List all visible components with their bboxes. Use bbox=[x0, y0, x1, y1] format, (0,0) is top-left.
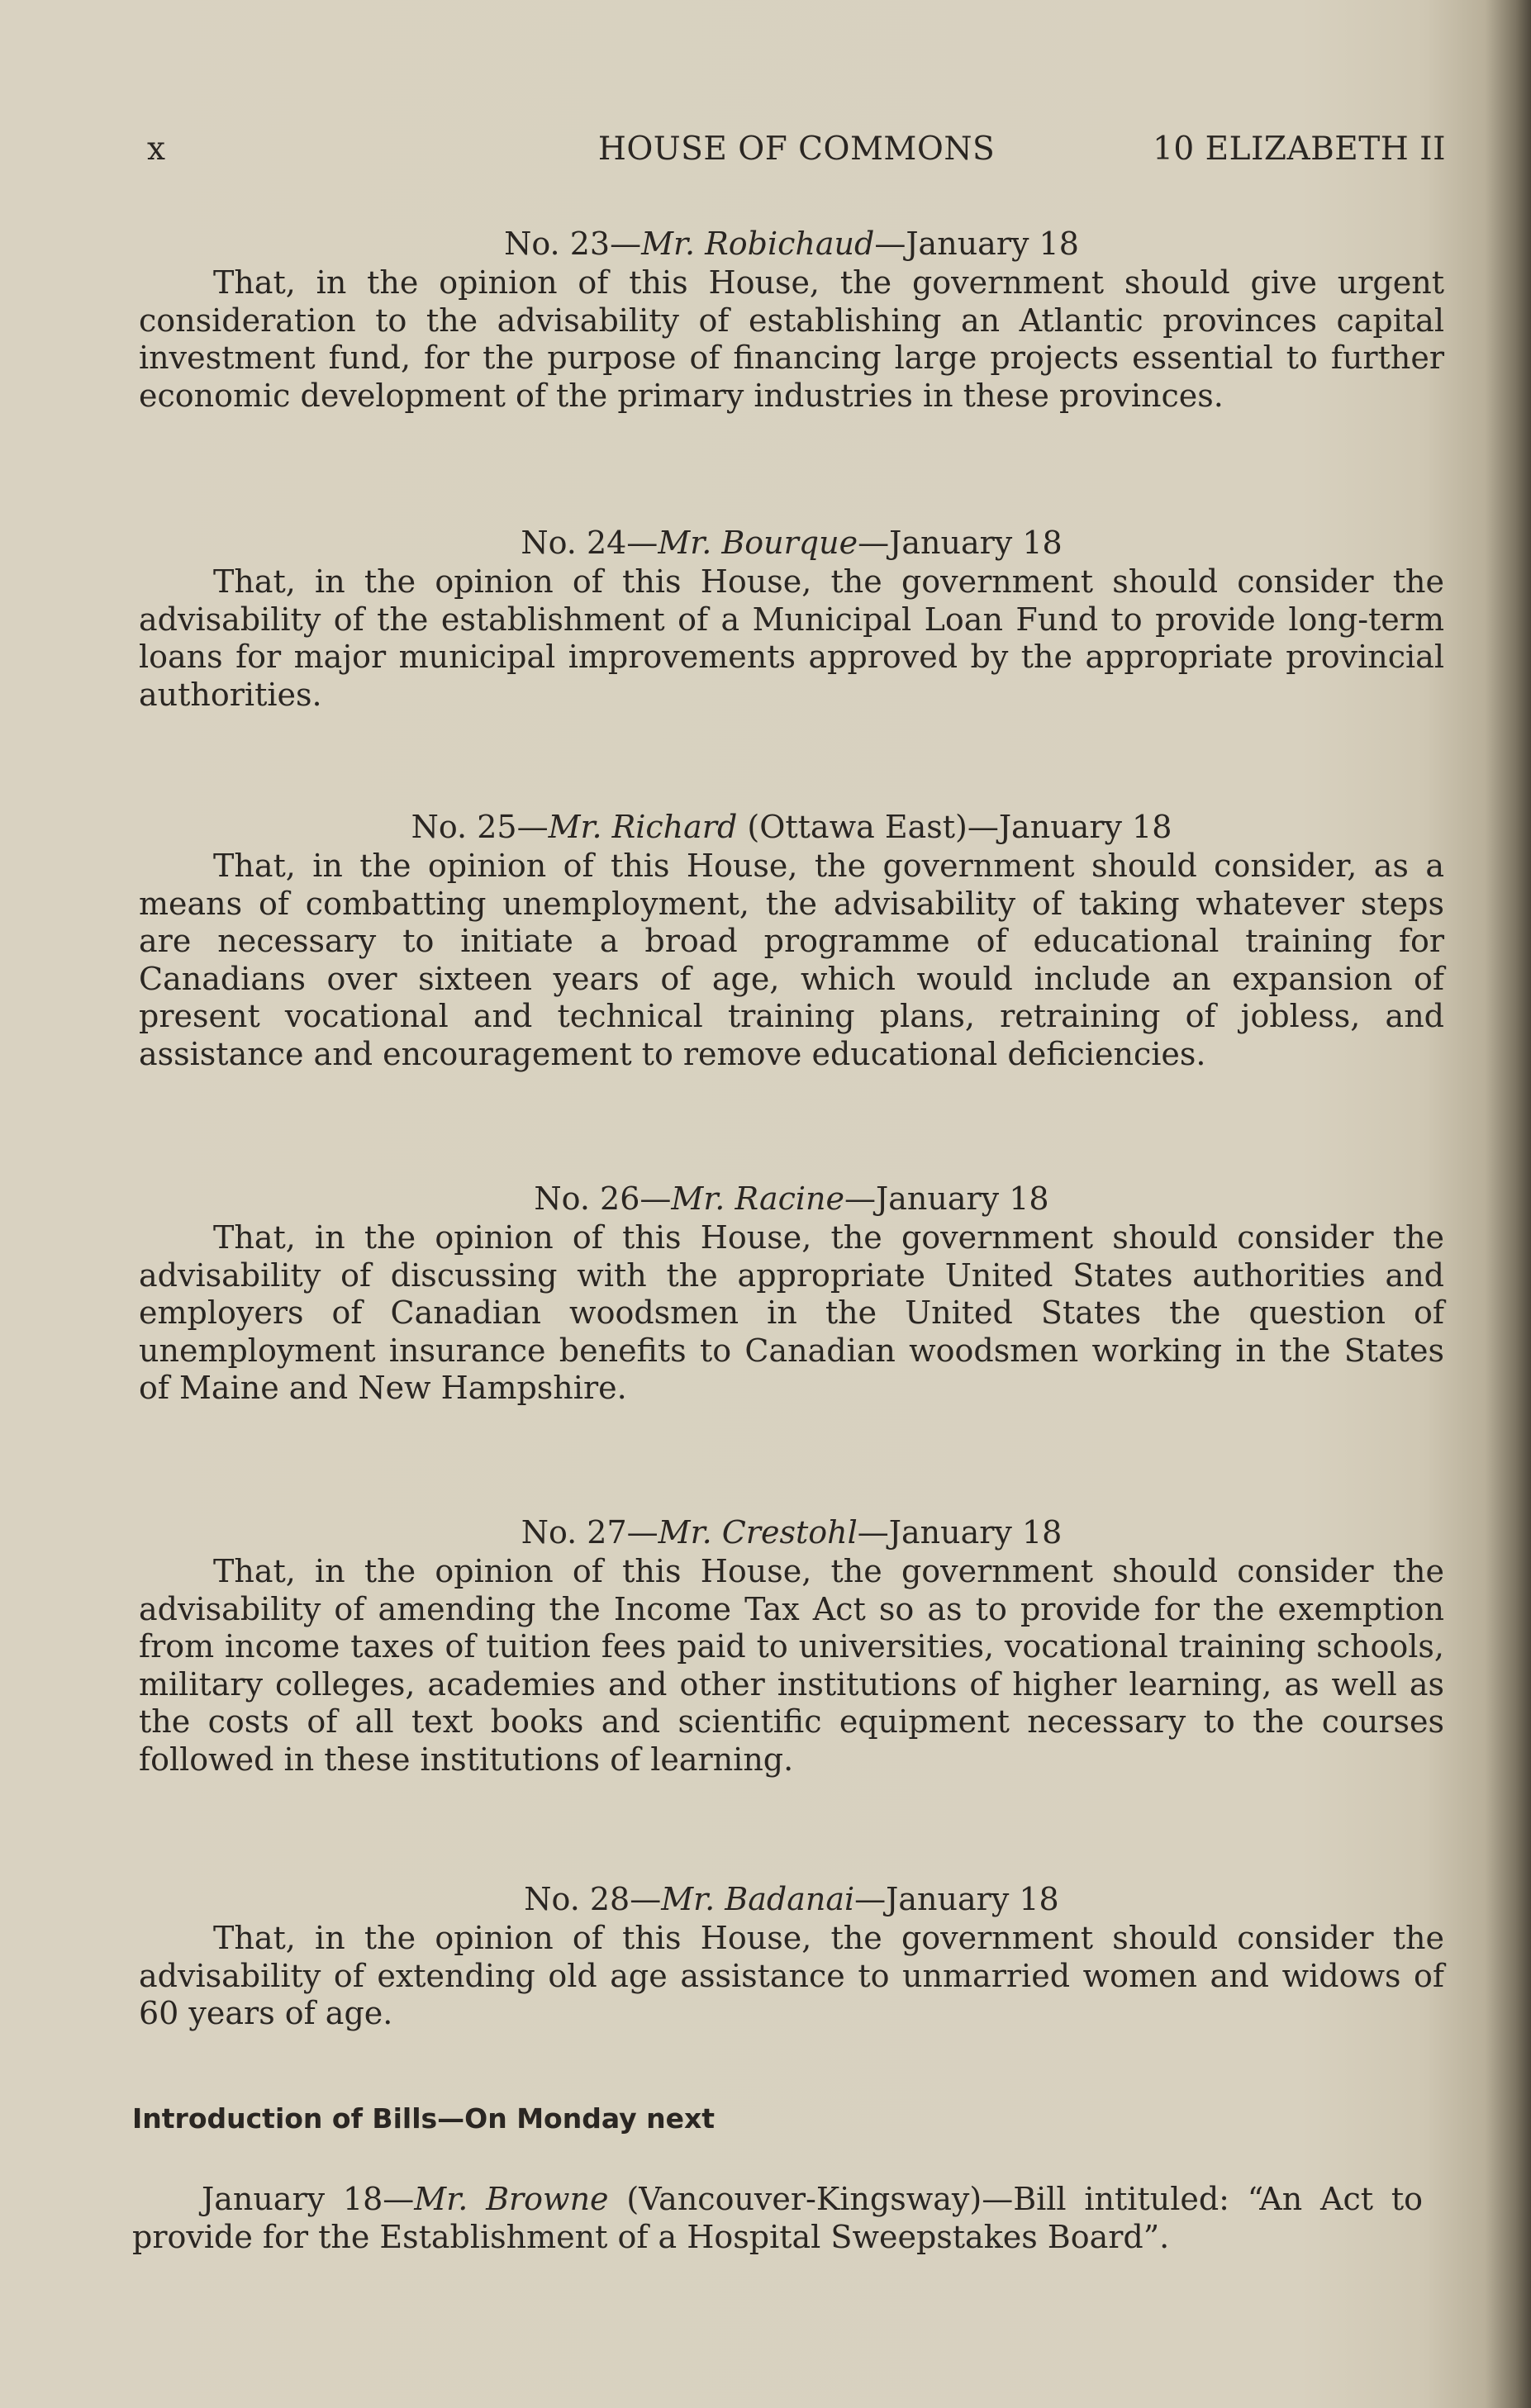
motion-23 bbox=[139, 225, 1444, 415]
motion-text: That, in the opinion of this House, the government should consider the advisability of extending old age assistance to unmarried women and widows of 60 years of age. bbox=[139, 1920, 1444, 2031]
motion-date: —January 18 bbox=[967, 809, 1172, 845]
motion-text: That, in the opinion of this House, the government should consider the advisability of amending the Income Tax Act so as to provide for the exemption from income taxes of tuition fees paid to universities, vocational training schools, military colleges, academies and other institutions of higher learning, as well as the costs of all text books and scientific equipment necessary to the courses followed in these institutions of learning. bbox=[139, 1553, 1444, 1778]
motion-date: —January 18 bbox=[854, 1881, 1059, 1917]
motion-27 bbox=[139, 1513, 1444, 1779]
bill-mover: Mr. Browne bbox=[414, 2181, 609, 2217]
motion-text: That, in the opinion of this House, the government should consider, as a means of combatting unemployment, the advisability of taking whatever steps are necessary to initiate a broad programme of educational training for Canadians over sixteen years of age, which would include an expansion of present vocational and technical training plans, retraining of jobless, and assistance and encouragement to remove educational deficiencies. bbox=[139, 848, 1444, 1072]
page-folio: x bbox=[147, 131, 166, 168]
motion-number: No. 24— bbox=[521, 525, 659, 561]
motion-date: —January 18 bbox=[858, 525, 1063, 561]
bill-text bbox=[132, 2181, 1423, 2256]
motion-date: —January 18 bbox=[874, 226, 1079, 262]
motion-heading bbox=[139, 1180, 1444, 1218]
motion-number: No. 26— bbox=[534, 1180, 672, 1217]
motion-heading bbox=[139, 808, 1444, 846]
motion-mover: Mr. Bourque bbox=[658, 525, 858, 561]
motion-25 bbox=[139, 808, 1444, 1073]
motion-mover: Mr. Robichaud bbox=[641, 226, 875, 262]
bill-date: January 18— bbox=[202, 2181, 415, 2217]
motion-text: That, in the opinion of this House, the government should consider the advisability of the establishment of a Municipal Loan Fund to provide long-term loans for major municipal improvements approved by the appropriate provincial authorities. bbox=[139, 563, 1444, 713]
motion-heading bbox=[139, 1513, 1444, 1551]
motion-mover: Mr. Richard bbox=[548, 809, 738, 845]
running-head-regnal-year: 10 ELIZABETH II bbox=[1153, 131, 1446, 168]
motion-mover: Mr. Crestohl bbox=[658, 1514, 858, 1551]
motion-number: No. 27— bbox=[521, 1514, 659, 1551]
motion-date: —January 18 bbox=[844, 1180, 1049, 1217]
motion-mover: Mr. Badanai bbox=[661, 1881, 855, 1917]
running-head-title: HOUSE OF COMMONS bbox=[597, 131, 996, 168]
motion-number: No. 28— bbox=[524, 1881, 662, 1917]
bill-description: (Vancouver-Kingsway)—Bill intituled: “An Act to provide for the Establishment of a Hospital Sweepstakes Board”. bbox=[132, 2181, 1423, 2255]
bill-entry bbox=[132, 2181, 1423, 2256]
motion-heading bbox=[139, 524, 1444, 562]
motion-number: No. 23— bbox=[504, 226, 642, 262]
motion-heading bbox=[139, 1880, 1444, 1918]
motion-26 bbox=[139, 1180, 1444, 1408]
motion-24 bbox=[139, 524, 1444, 714]
motion-mover: Mr. Racine bbox=[671, 1180, 844, 1217]
motion-28 bbox=[139, 1880, 1444, 2033]
motion-text: That, in the opinion of this House, the government should give urgent consideration to the advisability of establishing an Atlantic provinces capital investment fund, for the purpose of financing large projects essential to further economic development of the primary industries in these provinces. bbox=[139, 264, 1444, 414]
running-head bbox=[147, 131, 1446, 172]
bills-section-title: Introduction of Bills—On Monday next bbox=[132, 2102, 716, 2135]
motion-riding: (Ottawa East) bbox=[737, 809, 968, 845]
motion-text: That, in the opinion of this House, the government should consider the advisability of discussing with the appropriate United States authorities and employers of Canadian woodsmen in the United States the question of unemployment insurance benefits to Canadian woodsmen working in the States of Maine and New Hampshire. bbox=[139, 1219, 1444, 1406]
motion-date: —January 18 bbox=[857, 1514, 1063, 1551]
motion-heading bbox=[139, 225, 1444, 263]
motion-number: No. 25— bbox=[411, 809, 549, 845]
